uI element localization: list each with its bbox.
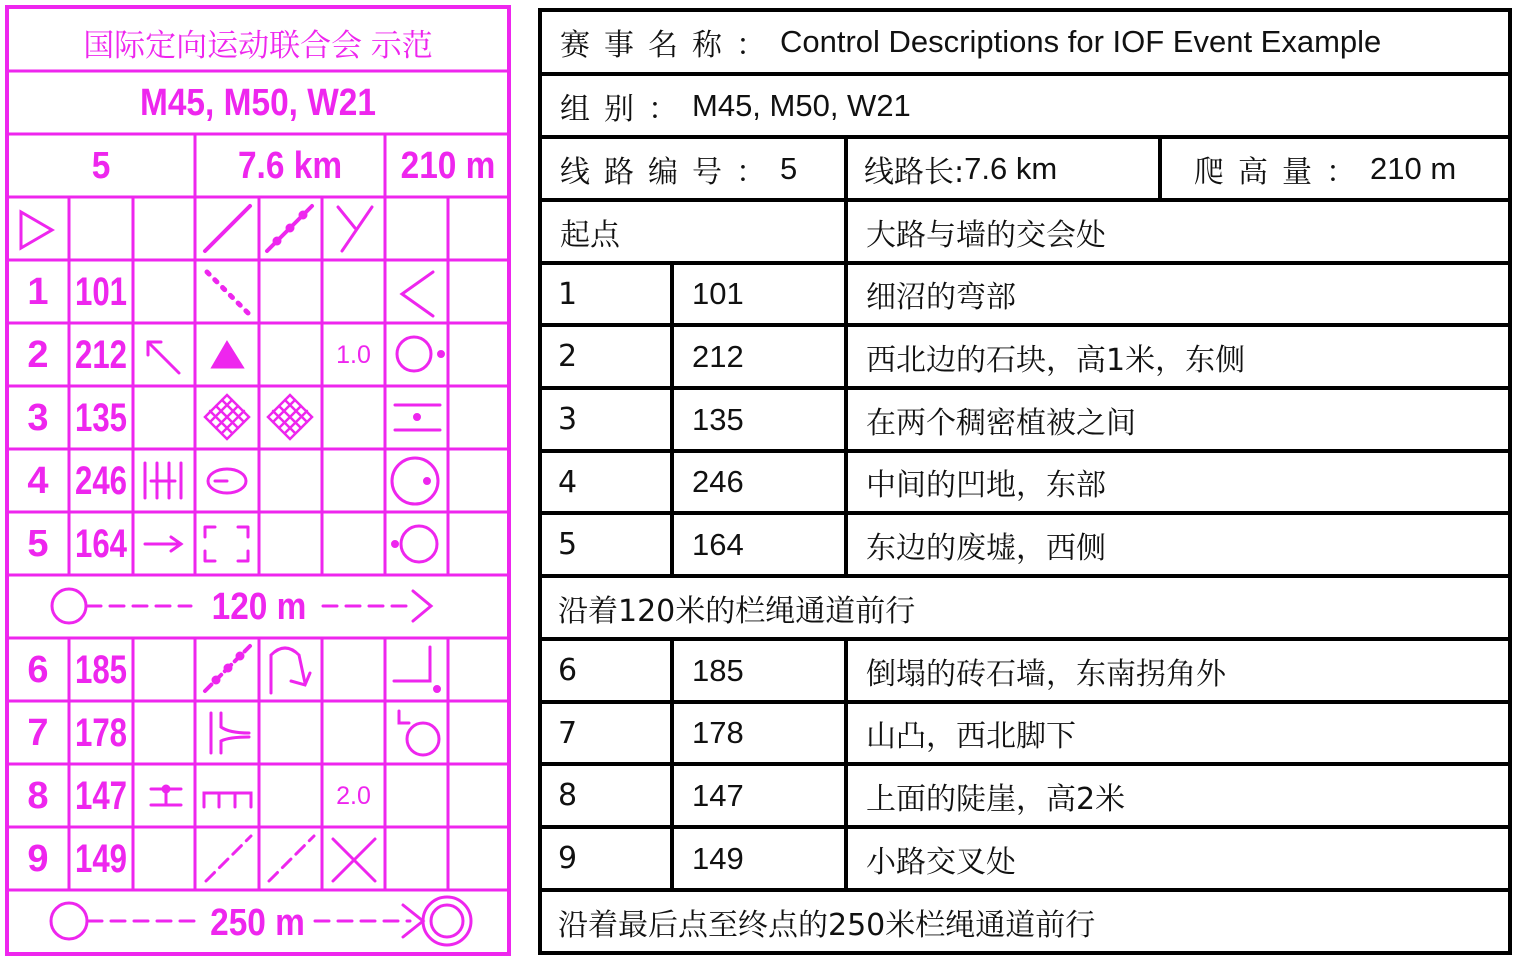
- symbol-course-number: 5: [91, 145, 111, 187]
- control-row: [542, 515, 1508, 578]
- control-code: 246: [692, 464, 744, 499]
- control-row: [542, 327, 1508, 390]
- depression-icon: [208, 469, 246, 493]
- control-code: 164: [74, 522, 128, 566]
- written-description-sheet: [538, 8, 1512, 955]
- control-number: 4: [27, 460, 49, 502]
- crossing-icon: [338, 207, 372, 251]
- east-part-icon: [392, 458, 438, 504]
- marked-route-1-text: 沿着120米的栏绳通道前行: [558, 593, 916, 629]
- control-code: 178: [692, 715, 744, 750]
- control-row: [542, 829, 1508, 892]
- symbol-classes: M45, M50, W21: [139, 82, 377, 124]
- stone-wall-icon: [267, 206, 312, 251]
- path-icon: [269, 836, 314, 881]
- middle-of-icon: [145, 463, 181, 498]
- control-number: 5: [27, 523, 49, 565]
- control-row: [542, 704, 1508, 766]
- control-code: 212: [692, 338, 744, 374]
- road-icon: [205, 206, 250, 251]
- path-icon: [206, 836, 251, 881]
- spur-icon: [211, 713, 249, 753]
- climb-value: 210 m: [1370, 150, 1457, 186]
- class-value: M45, M50, W21: [692, 87, 911, 123]
- control-row: [542, 453, 1508, 515]
- control-row: [542, 390, 1508, 453]
- start-description: 大路与墙的交会处: [844, 202, 1508, 261]
- class-row: [542, 76, 1508, 139]
- control-description: 细沼的弯部: [844, 265, 1508, 323]
- control-description: 上面的陡崖，高2米: [844, 766, 1508, 825]
- symbol-length: 7.6 km: [237, 145, 343, 187]
- control-number: 1: [558, 276, 578, 312]
- dimension-label: 2.0: [336, 782, 371, 810]
- control-code: 149: [74, 837, 128, 881]
- upper-icon: [151, 786, 181, 805]
- start-row: [542, 202, 1508, 265]
- control-number: 6: [558, 653, 578, 688]
- control-number: 6: [27, 649, 49, 691]
- climb-label: 爬高量：: [1194, 154, 1370, 190]
- control-code: 147: [692, 777, 744, 813]
- between-icon: [395, 405, 440, 430]
- control-code: 178: [74, 711, 128, 755]
- control-code: 246: [74, 459, 128, 503]
- ruined-wall-icon: [205, 646, 250, 691]
- symbol-title: 国际定向运动联合会 示范: [83, 27, 433, 63]
- class-label: 组别：: [560, 91, 692, 127]
- control-number: 8: [558, 778, 578, 813]
- control-code: 185: [74, 648, 128, 692]
- control-code: 212: [74, 333, 128, 377]
- course-row: [542, 139, 1508, 202]
- east-arrow-icon: [145, 537, 181, 551]
- control-number: 3: [558, 402, 578, 437]
- control-code: 164: [692, 526, 744, 562]
- length-value: 7.6 km: [964, 150, 1058, 186]
- dimension-label: 1.0: [336, 341, 371, 369]
- control-description: 山凸，西北脚下: [844, 704, 1508, 762]
- ruin-icon: [205, 527, 248, 561]
- control-number: 9: [558, 841, 578, 876]
- northwest-foot-icon: [399, 711, 439, 755]
- length-label: 线路长:: [864, 154, 965, 190]
- control-code: 135: [74, 396, 128, 440]
- control-number: 7: [558, 715, 578, 751]
- cliff-icon: [204, 793, 251, 807]
- control-row: [542, 766, 1508, 829]
- course-label: 线路编号：: [560, 154, 780, 190]
- east-side-icon: [397, 337, 444, 371]
- control-number: 5: [558, 527, 578, 562]
- control-description: 东边的废墟，西侧: [844, 515, 1508, 574]
- control-number: 2: [27, 334, 49, 376]
- event-name: Control Descriptions for IOF Event Example: [780, 24, 1382, 59]
- symbolic-description-sheet: [5, 5, 511, 956]
- marked-route-2-distance: 250 m: [210, 901, 305, 944]
- narrow-marsh-icon: [207, 272, 251, 316]
- marked-route-1-distance: 120 m: [211, 586, 307, 628]
- marked-route-2-text: 沿着最后点至终点的250米栏绳通道前行: [558, 907, 1096, 943]
- control-number: 3: [27, 397, 49, 439]
- dense-vegetation-icon: [268, 395, 312, 439]
- northwest-arrow-icon: [148, 342, 179, 373]
- marked-route-row: [542, 892, 1508, 951]
- crossing-icon: [333, 839, 375, 881]
- event-label: 赛事名称：: [560, 28, 780, 63]
- control-description: 在两个稠密植被之间: [844, 390, 1508, 449]
- control-code: 149: [692, 840, 744, 876]
- control-row: [542, 265, 1508, 327]
- dense-vegetation-icon: [205, 395, 249, 439]
- control-code: 185: [692, 652, 744, 688]
- control-number: 7: [27, 712, 49, 754]
- control-row: [542, 641, 1508, 704]
- boulder-icon: [213, 343, 242, 367]
- control-number: 8: [27, 775, 49, 817]
- control-number: 9: [27, 838, 49, 880]
- course-value: 5: [780, 150, 798, 186]
- event-row: [542, 12, 1508, 76]
- corner-icon: [271, 648, 310, 693]
- start-triangle-icon: [21, 212, 52, 248]
- control-code: 101: [74, 270, 128, 314]
- control-description: 中间的凹地，东部: [844, 453, 1508, 511]
- start-label: 起点: [560, 217, 620, 253]
- symbol-climb: 210 m: [400, 145, 496, 187]
- control-code: 147: [74, 774, 128, 818]
- bend-icon: [402, 272, 433, 316]
- west-side-icon: [393, 526, 438, 562]
- control-description: 小路交叉处: [844, 829, 1508, 888]
- marked-route-row: [542, 578, 1508, 641]
- control-code: 135: [692, 401, 744, 437]
- control-number: 4: [558, 464, 578, 500]
- control-number: 2: [558, 339, 578, 374]
- southeast-corner-outside-icon: [394, 647, 440, 692]
- control-number: 1: [27, 271, 49, 313]
- control-code: 101: [692, 276, 744, 311]
- control-description: 西北边的石块，高1米，东侧: [844, 327, 1508, 386]
- control-description: 倒塌的砖石墙，东南拐角外: [844, 641, 1508, 700]
